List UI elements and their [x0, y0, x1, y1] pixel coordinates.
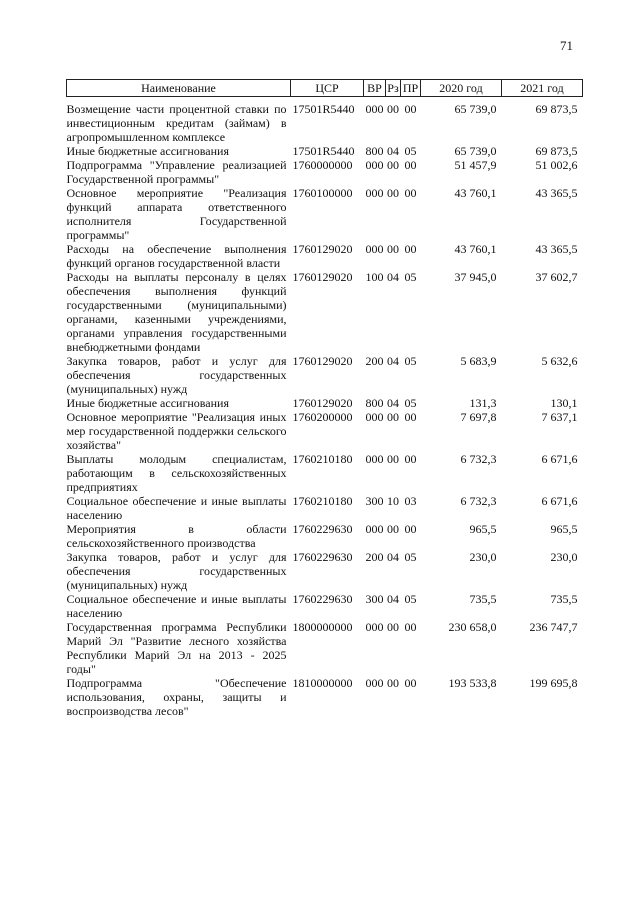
row-value-2021: 236 747,7: [529, 620, 578, 634]
row-value-2020: 43 760,1: [454, 186, 497, 200]
row-rz: 04: [387, 550, 399, 564]
row-name: Закупка товаров, работ и услуг для обеспечения государственных (муниципальных) нужд: [66, 354, 287, 396]
row-value-2020: 5 683,9: [460, 354, 497, 368]
row-value-2021: 69 873,5: [535, 102, 578, 116]
row-vr: 000: [365, 452, 384, 466]
row-value-2021: 37 602,7: [535, 270, 578, 284]
row-pr: 05: [404, 354, 417, 368]
row-value-2021: 69 873,5: [535, 144, 578, 158]
row-csr: 1760210180: [292, 452, 353, 466]
row-csr: 1760229630: [292, 522, 353, 536]
table-row: [67, 97, 583, 145]
table-row: [67, 410, 583, 452]
row-name: Подпрограмма "Управление реализацией Государственной программы": [66, 158, 287, 186]
row-csr: 17501R5440: [292, 144, 355, 158]
row-pr: 00: [404, 158, 417, 172]
table-header: [67, 80, 583, 97]
row-rz: 04: [387, 396, 399, 410]
table-row: [67, 592, 583, 620]
row-value-2021: 43 365,5: [535, 186, 578, 200]
row-value-2020: 735,5: [469, 592, 497, 606]
row-csr: 1760100000: [292, 186, 353, 200]
row-vr: 800: [365, 396, 384, 410]
row-value-2020: 6 732,3: [460, 494, 497, 508]
row-value-2020: 193 533,8: [448, 676, 497, 690]
row-pr: 00: [404, 452, 417, 466]
row-name: Расходы на обеспечение выполнения функций органов государственной власти: [66, 242, 287, 270]
row-value-2020: 51 457,9: [454, 158, 497, 172]
row-vr: 000: [365, 522, 384, 536]
row-value-2021: 6 671,6: [541, 494, 578, 508]
row-vr: 000: [365, 242, 384, 256]
row-name: Подпрограмма "Обеспечение использования, охраны, защиты и воспроизводства лесов": [66, 676, 287, 718]
row-pr: 00: [404, 242, 417, 256]
row-value-2020: 43 760,1: [454, 242, 497, 256]
table-row: [67, 270, 583, 354]
row-rz: 04: [387, 354, 399, 368]
header-pr: ПР: [401, 80, 421, 97]
row-value-2020: 65 739,0: [454, 144, 497, 158]
row-rz: 00: [387, 522, 399, 536]
row-pr: 05: [404, 550, 417, 564]
row-value-2021: 199 695,8: [529, 676, 578, 690]
table-body: [67, 97, 583, 719]
row-name: Мероприятия в области сельскохозяйственного производства: [66, 522, 287, 550]
row-csr: 1760210180: [292, 494, 353, 508]
row-pr: 00: [404, 620, 417, 634]
row-csr: 17501R5440: [292, 102, 355, 116]
row-value-2020: 37 945,0: [454, 270, 497, 284]
row-value-2021: 43 365,5: [535, 242, 578, 256]
row-value-2020: 965,5: [469, 522, 497, 536]
row-pr: 00: [404, 522, 417, 536]
table-row: [67, 676, 583, 718]
row-value-2020: 7 697,8: [460, 410, 497, 424]
table-row: [67, 242, 583, 270]
table-row: [67, 522, 583, 550]
row-name: Выплаты молодым специалистам, работающим в сельскохозяйственных предприятиях: [66, 452, 287, 494]
header-csr: ЦСР: [291, 80, 364, 97]
row-value-2021: 230,0: [550, 550, 578, 564]
row-value-2021: 965,5: [550, 522, 578, 536]
row-rz: 00: [387, 410, 399, 424]
row-name: Основное мероприятие "Реализация иных мер государственной поддержки сельского хозяйства": [66, 410, 287, 452]
row-name: Закупка товаров, работ и услуг для обеспечения государственных (муниципальных) нужд: [66, 550, 287, 592]
row-name: Социальное обеспечение и иные выплаты населению: [66, 592, 287, 620]
table-row: [67, 620, 583, 676]
row-csr: 1760000000: [292, 158, 353, 172]
row-pr: 00: [404, 186, 417, 200]
row-name: Основное мероприятие "Реализация функций аппарата ответственного исполнителя Государственной программы": [66, 186, 287, 242]
row-pr: 05: [404, 592, 417, 606]
row-vr: 100: [365, 270, 384, 284]
row-vr: 800: [365, 144, 384, 158]
row-value-2021: 7 637,1: [541, 410, 578, 424]
row-rz: 04: [387, 270, 399, 284]
row-vr: 300: [365, 592, 384, 606]
row-rz: 00: [387, 102, 399, 116]
row-value-2020: 65 739,0: [454, 102, 497, 116]
row-name: Расходы на выплаты персоналу в целях обеспечения выполнения функций государственными (муниципальными) органами, казенными учреждениями, органами управления государственными внебюджетными фондами: [66, 270, 287, 354]
header-name: Наименование: [67, 80, 291, 97]
row-csr: 1760200000: [292, 410, 353, 424]
row-csr: 1760229630: [292, 550, 353, 564]
row-name: Иные бюджетные ассигнования: [66, 396, 229, 410]
row-name: Социальное обеспечение и иные выплаты населению: [66, 494, 287, 522]
row-rz: 10: [387, 494, 399, 508]
row-rz: 04: [387, 144, 399, 158]
row-csr: 1810000000: [292, 676, 353, 690]
row-value-2021: 5 632,6: [541, 354, 578, 368]
row-vr: 000: [365, 410, 384, 424]
row-csr: 1760129020: [292, 354, 353, 368]
budget-table: [66, 79, 583, 718]
row-vr: 000: [365, 102, 384, 116]
row-value-2020: 6 732,3: [460, 452, 497, 466]
row-csr: 1800000000: [292, 620, 353, 634]
row-rz: 00: [387, 242, 399, 256]
row-vr: 000: [365, 676, 384, 690]
row-csr: 1760129020: [292, 242, 353, 256]
row-pr: 00: [404, 676, 417, 690]
page-number: 71: [560, 38, 573, 53]
table-row: [67, 396, 583, 410]
row-pr: 05: [404, 144, 417, 158]
table-row: [67, 158, 583, 186]
table-row: [67, 144, 583, 158]
row-rz: 04: [387, 592, 399, 606]
row-value-2021: 735,5: [550, 592, 578, 606]
row-pr: 00: [404, 410, 417, 424]
row-rz: 00: [387, 452, 399, 466]
row-vr: 200: [365, 354, 384, 368]
row-pr: 05: [404, 396, 417, 410]
row-pr: 03: [404, 494, 417, 508]
table-row: [67, 354, 583, 396]
header-vr: ВР: [364, 80, 386, 97]
row-pr: 05: [404, 270, 417, 284]
table-row: [67, 452, 583, 494]
row-vr: 000: [365, 158, 384, 172]
row-value-2021: 6 671,6: [541, 452, 578, 466]
row-csr: 1760129020: [292, 396, 353, 410]
row-rz: 00: [387, 676, 399, 690]
row-csr: 1760229630: [292, 592, 353, 606]
row-rz: 00: [387, 620, 399, 634]
row-value-2021: 51 002,6: [535, 158, 578, 172]
row-vr: 200: [365, 550, 384, 564]
row-vr: 000: [365, 620, 384, 634]
table-row: [67, 186, 583, 242]
row-name: Государственная программа Республики Марий Эл "Развитие лесного хозяйства Республики Марий Эл на 2013 - 2025 годы": [66, 620, 287, 676]
header-2020: 2020 год: [421, 80, 502, 97]
row-name: Иные бюджетные ассигнования: [66, 144, 229, 158]
row-name: Возмещение части процентной ставки по инвестиционным кредитам (займам) в агропромышленном комплексе: [66, 102, 287, 144]
row-value-2020: 131,3: [469, 396, 497, 410]
row-rz: 00: [387, 186, 399, 200]
row-csr: 1760129020: [292, 270, 353, 284]
row-vr: 000: [365, 186, 384, 200]
row-rz: 00: [387, 158, 399, 172]
row-pr: 00: [404, 102, 417, 116]
row-vr: 300: [365, 494, 384, 508]
table-row: [67, 550, 583, 592]
row-value-2020: 230 658,0: [448, 620, 497, 634]
row-value-2021: 130,1: [550, 396, 578, 410]
row-value-2020: 230,0: [469, 550, 497, 564]
table-row: [67, 494, 583, 522]
header-rz: Рз: [387, 81, 399, 95]
header-2021: 2021 год: [502, 80, 583, 97]
